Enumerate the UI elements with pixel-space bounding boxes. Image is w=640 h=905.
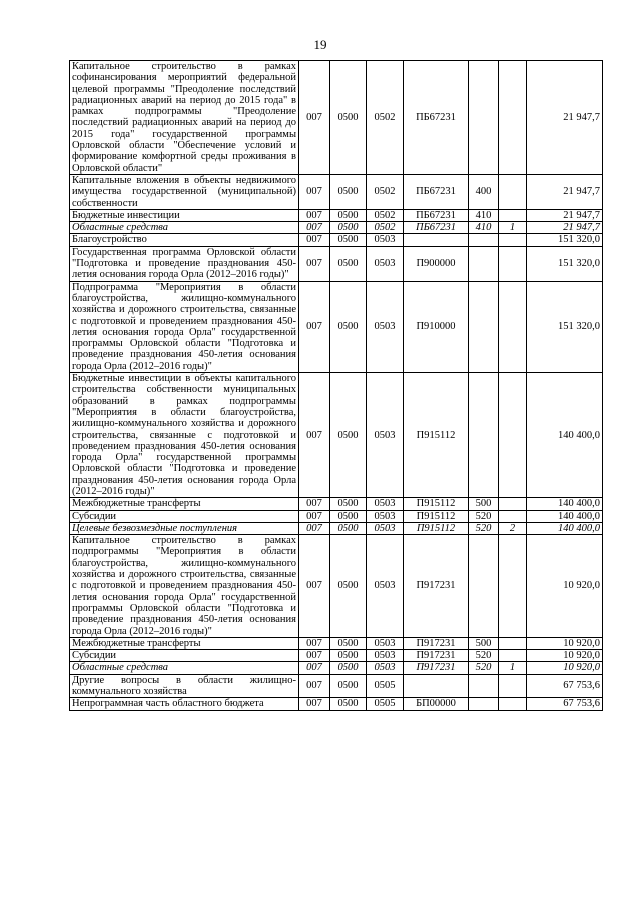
subsection-code-cell: 0503 — [367, 246, 404, 281]
section-code-cell: 0500 — [330, 498, 367, 510]
amount-cell: 10 920,0 — [527, 662, 603, 674]
budget-table — [69, 60, 603, 711]
ministry-code-cell: 007 — [299, 61, 330, 175]
section-code-cell: 0500 — [330, 174, 367, 209]
amount-cell: 21 947,7 — [527, 174, 603, 209]
table-row — [70, 174, 603, 209]
amount-cell: 67 753,6 — [527, 674, 603, 698]
subsection-code-cell: 0503 — [367, 662, 404, 674]
row-name-cell: Областные средства — [70, 222, 299, 234]
expense-type-cell: 410 — [469, 209, 499, 221]
subsection-code-cell: 0503 — [367, 637, 404, 649]
row-name-cell: Другие вопросы в области жилищно-коммунального хозяйства — [70, 674, 299, 698]
ministry-code-cell: 007 — [299, 222, 330, 234]
funding-source-cell — [499, 246, 527, 281]
expense-type-cell — [469, 246, 499, 281]
target-article-cell: БП00000 — [404, 698, 469, 710]
expense-type-cell: 520 — [469, 510, 499, 522]
target-article-cell: П917231 — [404, 662, 469, 674]
section-code-cell: 0500 — [330, 222, 367, 234]
amount-cell: 10 920,0 — [527, 650, 603, 662]
subsection-code-cell: 0505 — [367, 698, 404, 710]
expense-type-cell: 500 — [469, 498, 499, 510]
amount-cell: 140 400,0 — [527, 522, 603, 534]
funding-source-cell: 1 — [499, 222, 527, 234]
funding-source-cell — [499, 61, 527, 175]
table-row — [70, 246, 603, 281]
subsection-code-cell: 0505 — [367, 674, 404, 698]
funding-source-cell: 2 — [499, 522, 527, 534]
subsection-code-cell: 0503 — [367, 650, 404, 662]
section-code-cell: 0500 — [330, 522, 367, 534]
table-row — [70, 234, 603, 246]
row-name-cell: Капитальные вложения в объекты недвижимого имущества государственной (муниципальной) собственности — [70, 174, 299, 209]
table-row — [70, 698, 603, 710]
row-name-cell: Областные средства — [70, 662, 299, 674]
subsection-code-cell: 0503 — [367, 498, 404, 510]
amount-cell: 21 947,7 — [527, 209, 603, 221]
amount-cell: 140 400,0 — [527, 498, 603, 510]
target-article-cell: П917231 — [404, 535, 469, 638]
funding-source-cell — [499, 510, 527, 522]
section-code-cell: 0500 — [330, 209, 367, 221]
subsection-code-cell: 0503 — [367, 234, 404, 246]
section-code-cell: 0500 — [330, 234, 367, 246]
target-article-cell: П917231 — [404, 650, 469, 662]
expense-type-cell: 520 — [469, 522, 499, 534]
subsection-code-cell: 0503 — [367, 535, 404, 638]
amount-cell: 151 320,0 — [527, 234, 603, 246]
amount-cell: 10 920,0 — [527, 637, 603, 649]
funding-source-cell — [499, 698, 527, 710]
subsection-code-cell: 0503 — [367, 510, 404, 522]
table-row — [70, 373, 603, 498]
section-code-cell: 0500 — [330, 246, 367, 281]
target-article-cell: П915112 — [404, 373, 469, 498]
table-row — [70, 510, 603, 522]
ministry-code-cell: 007 — [299, 373, 330, 498]
row-name-cell: Подпрограмма "Мероприятия в области благоустройства, жилищно-коммунального хозяйства и дорожного строительства, связанные с подготовкой и проведением празднования 450-летия основания города Орла" государственной программы Орловской области "Подготовка и проведение празднования 450-летия основания города Орла (2012–2016 годы)" — [70, 281, 299, 372]
target-article-cell: П915112 — [404, 522, 469, 534]
row-name-cell: Капитальное строительство в рамках софинансирования мероприятий федеральной целевой программы "Преодоление последствий радиационных аварий на период до 2015 года" в рамках подпрограммы "Преодоление последствий радиационных аварий на период до 2015 года" государственной программы Орловской области "Обеспечение условий и формирование комфортной среды проживания в Орловской области" — [70, 61, 299, 175]
subsection-code-cell: 0503 — [367, 281, 404, 372]
funding-source-cell — [499, 498, 527, 510]
row-name-cell: Целевые безвозмездные поступления — [70, 522, 299, 534]
page-number: 19 — [313, 37, 327, 52]
row-name-cell: Субсидии — [70, 650, 299, 662]
subsection-code-cell: 0502 — [367, 209, 404, 221]
expense-type-cell — [469, 535, 499, 638]
ministry-code-cell: 007 — [299, 234, 330, 246]
ministry-code-cell: 007 — [299, 698, 330, 710]
target-article-cell: ПБ67231 — [404, 222, 469, 234]
ministry-code-cell: 007 — [299, 281, 330, 372]
amount-cell: 151 320,0 — [527, 281, 603, 372]
table-row — [70, 61, 603, 175]
ministry-code-cell: 007 — [299, 650, 330, 662]
expense-type-cell — [469, 674, 499, 698]
ministry-code-cell: 007 — [299, 246, 330, 281]
ministry-code-cell: 007 — [299, 662, 330, 674]
table-row — [70, 498, 603, 510]
expense-type-cell — [469, 234, 499, 246]
table-row — [70, 281, 603, 372]
table-row — [70, 535, 603, 638]
amount-cell: 21 947,7 — [527, 61, 603, 175]
section-code-cell: 0500 — [330, 662, 367, 674]
target-article-cell: ПБ67231 — [404, 209, 469, 221]
table-row — [70, 662, 603, 674]
ministry-code-cell: 007 — [299, 535, 330, 638]
row-name-cell: Непрограммная часть областного бюджета — [70, 698, 299, 710]
expense-type-cell — [469, 698, 499, 710]
ministry-code-cell: 007 — [299, 522, 330, 534]
funding-source-cell — [499, 674, 527, 698]
row-name-cell: Благоустройство — [70, 234, 299, 246]
section-code-cell: 0500 — [330, 698, 367, 710]
table-row — [70, 650, 603, 662]
table-row — [70, 209, 603, 221]
funding-source-cell — [499, 373, 527, 498]
row-name-cell: Бюджетные инвестиции — [70, 209, 299, 221]
amount-cell: 140 400,0 — [527, 373, 603, 498]
funding-source-cell — [499, 637, 527, 649]
target-article-cell: П917231 — [404, 637, 469, 649]
section-code-cell: 0500 — [330, 674, 367, 698]
section-code-cell: 0500 — [330, 637, 367, 649]
table-row — [70, 637, 603, 649]
subsection-code-cell: 0503 — [367, 373, 404, 498]
subsection-code-cell: 0502 — [367, 61, 404, 175]
funding-source-cell — [499, 281, 527, 372]
amount-cell: 67 753,6 — [527, 698, 603, 710]
amount-cell: 21 947,7 — [527, 222, 603, 234]
table-body — [70, 61, 603, 711]
funding-source-cell: 1 — [499, 662, 527, 674]
expense-type-cell: 520 — [469, 662, 499, 674]
amount-cell: 10 920,0 — [527, 535, 603, 638]
table-row — [70, 222, 603, 234]
ministry-code-cell: 007 — [299, 498, 330, 510]
section-code-cell: 0500 — [330, 281, 367, 372]
target-article-cell — [404, 674, 469, 698]
ministry-code-cell: 007 — [299, 209, 330, 221]
row-name-cell: Межбюджетные трансферты — [70, 637, 299, 649]
expense-type-cell — [469, 281, 499, 372]
row-name-cell: Субсидии — [70, 510, 299, 522]
table-row — [70, 674, 603, 698]
target-article-cell: П915112 — [404, 510, 469, 522]
section-code-cell: 0500 — [330, 535, 367, 638]
ministry-code-cell: 007 — [299, 174, 330, 209]
funding-source-cell — [499, 234, 527, 246]
target-article-cell: П915112 — [404, 498, 469, 510]
section-code-cell: 0500 — [330, 510, 367, 522]
ministry-code-cell: 007 — [299, 674, 330, 698]
section-code-cell: 0500 — [330, 373, 367, 498]
target-article-cell — [404, 234, 469, 246]
expense-type-cell: 410 — [469, 222, 499, 234]
ministry-code-cell: 007 — [299, 510, 330, 522]
row-name-cell: Межбюджетные трансферты — [70, 498, 299, 510]
row-name-cell: Государственная программа Орловской области "Подготовка и проведение празднования 450-летия основания города Орла (2012–2016 годы)" — [70, 246, 299, 281]
target-article-cell: П900000 — [404, 246, 469, 281]
target-article-cell: ПБ67231 — [404, 174, 469, 209]
amount-cell: 140 400,0 — [527, 510, 603, 522]
expense-type-cell — [469, 61, 499, 175]
target-article-cell: ПБ67231 — [404, 61, 469, 175]
ministry-code-cell: 007 — [299, 637, 330, 649]
subsection-code-cell: 0502 — [367, 222, 404, 234]
subsection-code-cell: 0502 — [367, 174, 404, 209]
funding-source-cell — [499, 174, 527, 209]
subsection-code-cell: 0503 — [367, 522, 404, 534]
expense-type-cell: 500 — [469, 637, 499, 649]
section-code-cell: 0500 — [330, 650, 367, 662]
amount-cell: 151 320,0 — [527, 246, 603, 281]
row-name-cell: Бюджетные инвестиции в объекты капитального строительства собственности муниципальных образований в рамках подпрограммы "Мероприятия в области благоустройства, жилищно-коммунального хозяйства и дорожного строительства, связанные с подготовкой и проведением празднования 450-летия основания города Орла" государственной программы Орловской области "Подготовка и проведение празднования 450-летия основания города Орла (2012–2016 годы)" — [70, 373, 299, 498]
table-row — [70, 522, 603, 534]
funding-source-cell — [499, 209, 527, 221]
section-code-cell: 0500 — [330, 61, 367, 175]
expense-type-cell: 400 — [469, 174, 499, 209]
funding-source-cell — [499, 535, 527, 638]
row-name-cell: Капитальное строительство в рамках подпрограммы "Мероприятия в области благоустройства, жилищно-коммунального хозяйства и дорожного строительства, связанные с подготовкой и проведением празднования 450-летия основания города Орла" государственной программы Орловской области "Подготовка и проведение празднования 450-летия основания города Орла (2012–2016 годы)" — [70, 535, 299, 638]
expense-type-cell — [469, 373, 499, 498]
target-article-cell: П910000 — [404, 281, 469, 372]
funding-source-cell — [499, 650, 527, 662]
expense-type-cell: 520 — [469, 650, 499, 662]
